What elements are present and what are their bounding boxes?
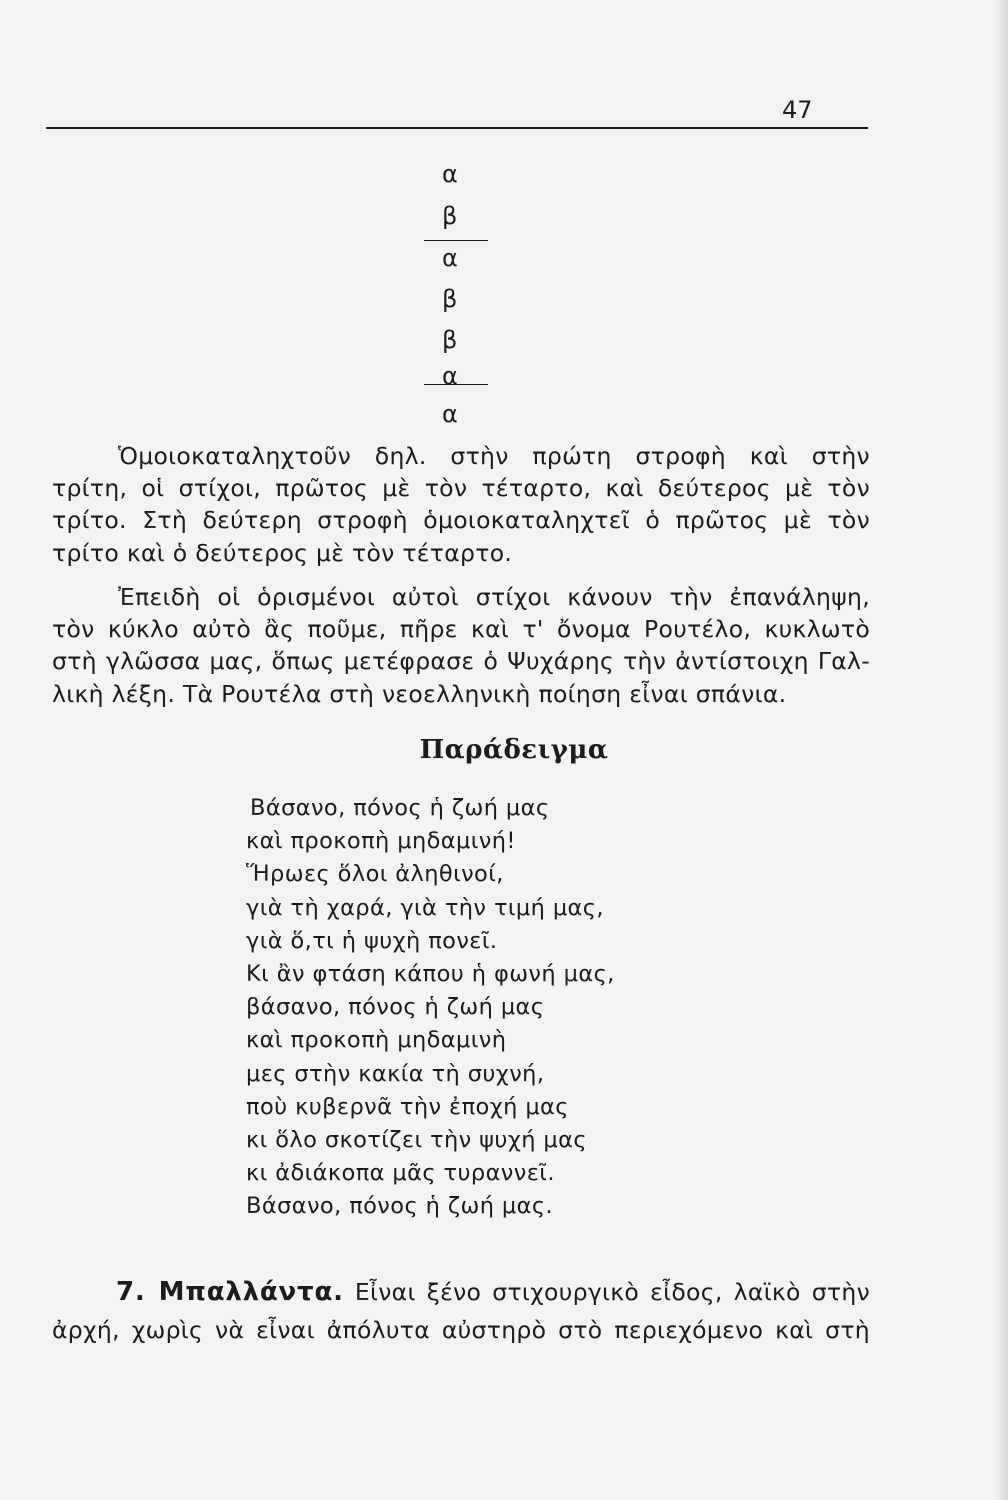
text-line xyxy=(52,1273,870,1311)
poem-line: Βάσανο, πόνος ἡ ζωή μας xyxy=(250,795,550,821)
text-line: ἀρχή, χωρὶς νὰ εἶναι ἀπόλυτα αὐστηρὸ στὸ περιεχόμενο καὶ στὴ xyxy=(52,1316,870,1344)
example-heading: Παράδειγμα xyxy=(419,735,609,765)
poem-line: κι ὅλο σκοτίζει τὴν ψυχή μας xyxy=(246,1127,587,1154)
rhyme-letter: β xyxy=(442,285,458,313)
poem-line: βάσανο, πόνος ἡ ζωή μας xyxy=(246,994,545,1021)
text-line: τρίτο. Στὴ δεύτερη στροφὴ ὁμοιοκαταληχτεῖ ὁ πρῶτος μὲ τὸν xyxy=(52,506,870,535)
paragraph-rhyme-description xyxy=(52,440,870,569)
rhyme-letter: α xyxy=(442,362,458,390)
text-line: τρίτη, οἱ στίχοι, πρῶτος μὲ τὸν τέταρτο, καὶ δεύτερος μὲ τὸν xyxy=(52,474,870,503)
text-line: τὸν κύκλο αὐτὸ ἂς ποῦμε, πῆρε καὶ τ' ὄνομα Ρουτέλο, κυκλωτὸ xyxy=(52,615,870,644)
text-line: Ἐπειδὴ οἱ ὁρισμένοι αὐτοὶ στίχοι κάνουν τὴν ἐπανάληψη, xyxy=(118,583,870,611)
rhyme-letter: α xyxy=(442,244,458,272)
header-rule xyxy=(46,127,868,129)
text-line: Ὁμοιοκαταληχτοῦν δηλ. στὴν πρώτη στροφὴ καὶ στὴν xyxy=(118,442,870,470)
poem-line: ποὺ κυβερνᾶ τὴν ἐποχή μας xyxy=(246,1093,569,1120)
text-line: λικὴ λέξη. Τὰ Ρουτέλα στὴ νεοελληνικὴ ποίηση εἶναι σπάνια. xyxy=(52,679,787,708)
poem-line: καὶ προκοπὴ μηδαμινὴ xyxy=(246,1027,507,1054)
section-title: 7. Μπαλλάντα. xyxy=(116,1277,344,1307)
poem-line: Βάσανο, πόνος ἡ ζωή μας. xyxy=(246,1193,554,1220)
text-line: τρίτο καὶ ὁ δεύτερος μὲ τὸν τέταρτο. xyxy=(52,538,513,567)
rhyme-letter: β xyxy=(442,202,458,230)
rhyme-letter: α xyxy=(442,400,458,428)
poem-line: καὶ προκοπὴ μηδαμινή! xyxy=(246,828,516,855)
scheme-rule xyxy=(424,384,488,385)
poem-line: μες στὴν κακία τὴ συχνή, xyxy=(246,1060,545,1087)
scheme-rule xyxy=(424,240,488,241)
section-intro-text: Εἶναι ξένο στιχουργικὸ εἶδος, λαϊκὸ στὴν xyxy=(354,1278,870,1306)
text-line: στὴ γλῶσσα μας, ὅπως μετέφρασε ὁ Ψυχάρης τὴν ἀντίστοιχη Γαλ- xyxy=(52,647,870,676)
paragraph-routelo xyxy=(52,581,870,710)
poem-line: γιὰ ὅ,τι ἡ ψυχὴ πονεῖ. xyxy=(246,927,498,954)
poem-line: γιὰ τὴ χαρά, γιὰ τὴν τιμή μας, xyxy=(246,894,604,921)
poem-line: Κι ἂν φτάση κάπου ἡ φωνή μας, xyxy=(246,961,615,988)
poem-line: κι ἀδιάκοπα μᾶς τυραννεῖ. xyxy=(246,1160,555,1187)
page-number: 47 xyxy=(782,96,813,124)
poem-line: Ἥρωες ὅλοι ἀληθινοί, xyxy=(246,861,504,888)
section-ballad xyxy=(52,1273,870,1349)
poem xyxy=(246,792,746,1224)
rhyme-letter: α xyxy=(442,160,458,188)
rhyme-letter: β xyxy=(442,326,458,354)
